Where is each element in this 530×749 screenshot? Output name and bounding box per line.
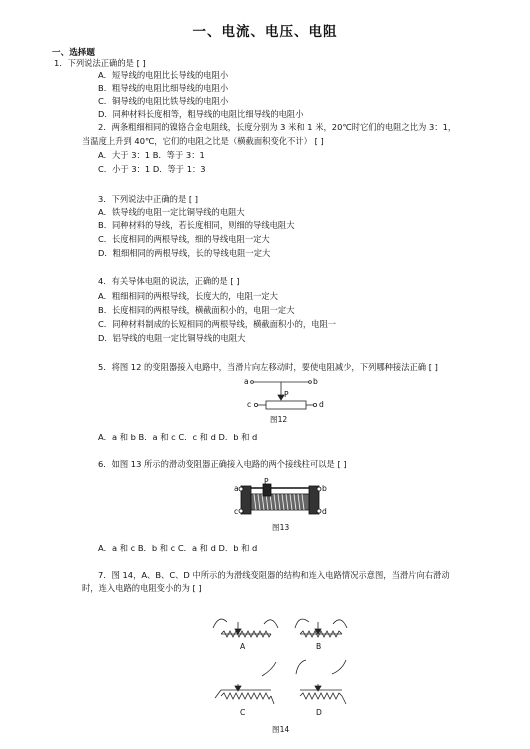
q3-option-d: D．粗细相同的两根导线，长的导线电阻一定大 [98, 248, 271, 258]
fig14-label-a: A [240, 642, 246, 651]
fig14-label-c: C [240, 708, 246, 717]
q4-option-d: D．铝导线的电阻一定比铜导线的电阻大 [98, 333, 246, 343]
q2-stem-line1: 2．两条粗细相同的镍铬合金电阻线，长度分别为 3 米和 1 米，20℃时它们的电阻之比为 3：1， [98, 122, 457, 132]
fig13-label-b: b [322, 484, 327, 493]
fig13-label-d: d [322, 507, 327, 516]
q4-stem: 4．有关导体电阻的说法，正确的是 [ ] [98, 276, 240, 286]
q3-option-b: B．同种材料的导线，若长度相同，则细的导线电阻大 [98, 220, 295, 230]
fig12-label-a: a [244, 377, 249, 386]
fig14-diagram-c [215, 662, 276, 704]
q6-options: A．a 和 c B．b 和 c C．a 和 d D．b 和 d [98, 543, 258, 553]
fig13-caption: 图13 [272, 523, 290, 532]
fig12-label-p: P [284, 390, 289, 399]
fig14-caption: 图14 [272, 725, 290, 734]
fig12-caption: 图12 [270, 415, 288, 424]
fig12-label-c: c [247, 400, 252, 409]
q5-stem: 5．将图 12 的变阻器接入电路中，当滑片向左移动时，要使电阻减少，下列哪种接法正确 [ ] [98, 362, 438, 372]
page-title: 一、电流、电压、电阻 [192, 24, 338, 40]
fig14-label-d: D [316, 708, 322, 717]
q3-option-a: A．铁导线的电阻一定比铜导线的电阻大 [98, 207, 245, 217]
q1-option-b: B．粗导线的电阻比细导线的电阻小 [98, 83, 229, 93]
q3-stem: 3．下列说法中正确的是 [ ] [98, 194, 198, 204]
q2-stem-line2: 当温度上升到 40℃，它们的电阻之比是（横截面积变化不计） [ ] [82, 136, 324, 146]
q1-option-a: A．短导线的电阻比长导线的电阻小 [98, 70, 229, 80]
fig14-diagram-a [213, 619, 278, 637]
fig13-label-p: P [264, 477, 269, 486]
q1-option-d: D．同种材料长度相等，粗导线的电阻比细导线的电阻小 [98, 109, 304, 119]
q4-option-b: B．长度相同的两根导线，横截面积小的，电阻一定大 [98, 305, 295, 315]
fig12-label-d: d [319, 400, 324, 409]
q5-options: A．a 和 b B．a 和 c C．c 和 d D．b 和 d [98, 432, 258, 442]
q7-stem-line1: 7．图 14，A、B、C、D 中所示的为滑线变阻器的结构和连入电路情况示意图，当滑片向右滑动 [98, 570, 450, 580]
fig14-diagram-d [296, 660, 346, 704]
fig13-label-c: c [234, 507, 239, 516]
q1-stem: 1．下列说法正确的是 [ ] [54, 58, 146, 68]
fig14-diagram-b [295, 619, 347, 637]
fig14-label-b: B [316, 642, 322, 651]
q2-options-row1: A．大于 3：1 B．等于 3：1 [98, 150, 205, 160]
q6-stem: 6．如图 13 所示的滑动变阻器正确接入电路的两个接线柱可以是 [ ] [98, 459, 347, 469]
q4-option-c: C．同种材料制成的长短相同的两根导线，横截面积小的，电阻一 [98, 319, 337, 329]
q2-options-row2: C．小于 3：1 D．等于 1：3 [98, 164, 206, 174]
section-heading: 一、选择题 [52, 48, 95, 58]
fig13-label-a: a [234, 484, 239, 493]
q7-stem-line2: 时，连入电路的电阻变小的为 [ ] [82, 583, 202, 593]
fig12-label-b: b [313, 377, 318, 386]
q3-option-c: C．长度相同的两根导线，细的导线电阻一定大 [98, 234, 270, 244]
q4-option-a: A．粗细相同的两根导线，长度大的，电阻一定大 [98, 291, 278, 301]
q1-option-c: C．铜导线的电阻比铁导线的电阻小 [98, 96, 229, 106]
